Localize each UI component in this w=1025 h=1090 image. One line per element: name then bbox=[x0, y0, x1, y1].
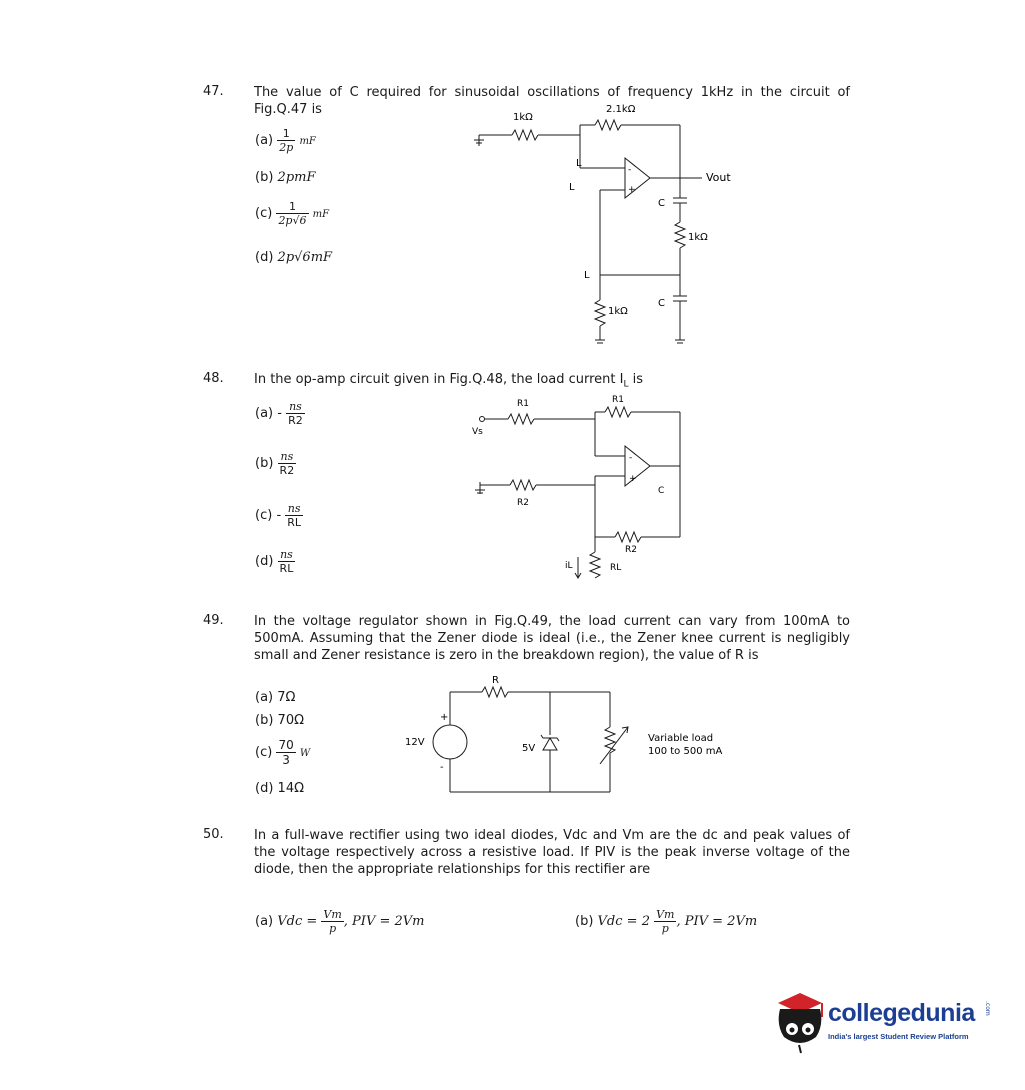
q49-zener-label: 5V bbox=[522, 743, 536, 754]
q50-option-b: (b) Vdc = 2 $\frac{Vm}{p}$ , PIV = 2Vm bbox=[575, 908, 758, 935]
q48-opamp-plus: + bbox=[629, 474, 637, 484]
question-text-49: In the voltage regulator shown in Fig.Q.49, the load current can vary from 100mA to 500mA. Assuming that the Zener diode is ideal (i.e., the Zener knee current is negligibly small and Zener resistance is zero in the breakdown region), the value of R is bbox=[254, 614, 850, 663]
q47-circuit-diagram bbox=[470, 100, 760, 350]
q48-r1a-label: R1 bbox=[517, 399, 529, 409]
q47-option-d: (d) 2p√6mF bbox=[255, 250, 333, 265]
q48-vs-label: Vs bbox=[472, 427, 483, 437]
mascot-icon bbox=[770, 985, 828, 1055]
q49-option-a: (a) 7Ω bbox=[255, 690, 296, 705]
q48-option-b: (b) $\frac{ns}{R2}$ bbox=[255, 450, 295, 477]
q49-load-label-1: Variable load bbox=[648, 733, 714, 744]
q47-cap-label-1: C bbox=[658, 198, 665, 209]
q48-option-d: (d) $\frac{ns}{RL}$ bbox=[255, 548, 294, 575]
q49-source-label: 12V bbox=[405, 737, 425, 748]
question-text-47: The value of C required for sinusoidal oscillations of frequency 1kHz in the circuit of Fig.Q.47 is bbox=[254, 85, 850, 117]
q47-node-l-1: L bbox=[576, 158, 582, 169]
q47-vout-label: Vout bbox=[706, 171, 731, 184]
logo-suffix: .com bbox=[984, 1001, 991, 1016]
q47-option-b: (b) 2pmF bbox=[255, 170, 316, 185]
q47-r-in-label: 1kΩ bbox=[513, 112, 533, 123]
q49-r-label: R bbox=[492, 675, 499, 686]
question-text-50: In a full-wave rectifier using two ideal diodes, Vdc and Vm are the dc and peak values of the voltage respectively across a resistive load. If PIV is the peak inverse voltage of the diode, then the appropriate relationships for this rectifier are bbox=[254, 828, 850, 877]
q48-rl-label: RL bbox=[610, 563, 622, 573]
logo-wordmark: collegedunia bbox=[828, 999, 975, 1027]
q48-c-label: C bbox=[658, 486, 665, 496]
question-number-48: 48. bbox=[203, 371, 224, 386]
q48-option-a: (a) - $\frac{ns}{R2}$ bbox=[255, 400, 303, 427]
collegedunia-logo bbox=[770, 985, 995, 1060]
q47-r-shunt-label: 1kΩ bbox=[608, 306, 628, 317]
q47-node-l-2: L bbox=[569, 182, 575, 193]
question-number-49: 49. bbox=[203, 613, 224, 628]
q49-load-label-2: 100 to 500 mA bbox=[648, 746, 723, 757]
q49-option-d: (d) 14Ω bbox=[255, 781, 305, 796]
q48-il-label: iL bbox=[565, 561, 573, 571]
q47-node-l-3: L bbox=[584, 270, 590, 281]
q47-r-fb-label: 2.1kΩ bbox=[606, 104, 636, 115]
q48-opamp-minus: - bbox=[629, 453, 633, 463]
q49-source-plus: + bbox=[440, 712, 449, 723]
q47-option-a: (a) $\frac{1}{2p}$ mF bbox=[255, 127, 316, 154]
q49-circuit-diagram bbox=[400, 672, 745, 797]
question-number-50: 50. bbox=[203, 827, 224, 842]
q47-opamp-minus: - bbox=[628, 165, 632, 175]
logo-tagline: India's largest Student Review Platform bbox=[828, 1032, 969, 1041]
q47-option-c: (c) $\frac{1}{2p√6}$ mF bbox=[255, 200, 330, 227]
q48-r2b-label: R2 bbox=[625, 545, 637, 555]
question-number-47: 47. bbox=[203, 84, 224, 99]
q48-circuit-diagram bbox=[465, 392, 695, 587]
question-text-48: In the op-amp circuit given in Fig.Q.48, the load current $I_L$ is bbox=[254, 372, 644, 390]
q50-option-a: (a) Vdc = $\frac{Vm}{p}$ , PIV = 2Vm bbox=[255, 908, 425, 935]
q49-source-minus: - bbox=[440, 762, 444, 773]
q48-r2a-label: R2 bbox=[517, 498, 529, 508]
q47-opamp-plus: + bbox=[628, 185, 636, 195]
q47-cap-label-2: C bbox=[658, 298, 665, 309]
q49-option-b: (b) 70Ω bbox=[255, 713, 305, 728]
q49-option-c: (c) $\frac{70}{3}$ W bbox=[255, 738, 311, 767]
q47-r-series-label: 1kΩ bbox=[688, 232, 708, 243]
q48-option-c: (c) - $\frac{ns}{RL}$ bbox=[255, 502, 302, 529]
q48-r1b-label: R1 bbox=[612, 395, 624, 405]
